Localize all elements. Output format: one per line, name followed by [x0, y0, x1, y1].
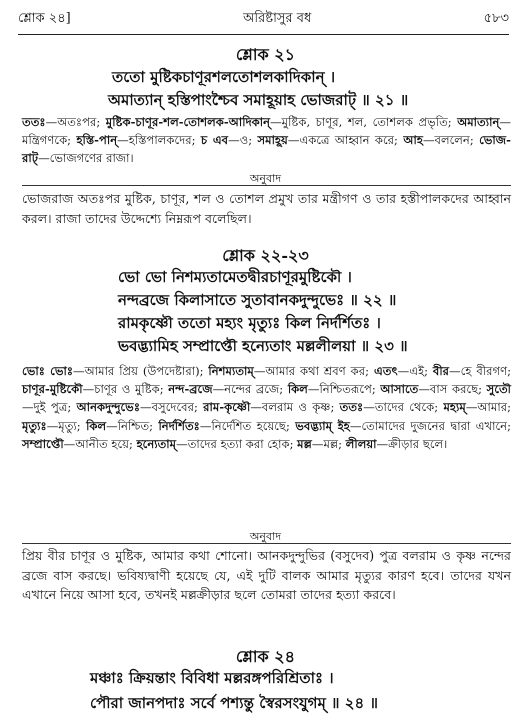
synonym-word: চাণূর-মুষ্টিকৌ: [22, 382, 83, 397]
verse-21-line-1: ততো মুষ্টিকচাণূরশলতোশলকাদিকান্ ।: [112, 68, 336, 86]
synonym-word: সমাহূয়: [257, 133, 288, 148]
verse-24-line-1: মঞ্চাঃ ক্রিয়ন্তাং বিবিধা মল্লরঙ্গপরিশ্রিতাঃ ।: [90, 669, 334, 687]
synonym-word: সুতৌ: [486, 382, 511, 397]
synonym-word: সম্প্রাপ্তৌ: [22, 436, 64, 451]
synonym-meaning: —মল্ল;: [311, 436, 346, 451]
synonym-meaning: —অতঃপর;: [45, 115, 106, 129]
header-chapter-title: অরিষ্টাসুর বধ: [243, 10, 312, 26]
synonym-word: লীলয়া: [345, 436, 377, 451]
synonym-word: ততঃ: [339, 400, 364, 415]
synonym-meaning: —মন্ত্রিগণকে;: [22, 115, 511, 148]
synonym-meaning: —হে বীরগণ;: [449, 364, 511, 378]
synonym-meaning: —বললেন;: [422, 133, 480, 148]
synonym-meaning: —চাণূর ও মুষ্টিক;: [82, 382, 169, 397]
verse-22-23-anubad-label: অনুবাদ: [249, 530, 282, 543]
synonym-meaning: —এই;: [397, 364, 433, 378]
synonym-word: বীর: [432, 364, 450, 378]
verse-22-23-line-1: ভো ভো নিশম্যতামেতদ্বীরচাণূরমুষ্টিকৌ ।: [118, 268, 352, 286]
synonym-meaning: —বাস করছে;: [418, 382, 487, 397]
synonym-word: আসাতে: [380, 382, 419, 397]
synonym-meaning: —একত্রে আহ্বান করে;: [287, 133, 404, 148]
header-rule: [18, 34, 509, 35]
synonym-meaning: —দুই পুত্র;: [22, 400, 77, 415]
synonym-meaning: —তাদের থেকে;: [363, 400, 444, 415]
synonym-word: ভোঃ ভোঃ: [22, 364, 74, 378]
synonym-word: মৃত্যুঃ: [22, 418, 47, 433]
header-verse-ref: শ্লোক ২৪]: [18, 10, 71, 26]
verse-22-23-translation: প্রিয় বীর চাণূর ও মুষ্টিক, আমার কথা শোনো। আনকদুন্দুভির (বসুদেব) পুত্র বলরাম ও কৃষ্ণ নন্দের ব্রজে বাস করছে। ভবিষ্যদ্বাণী হয়েছে যে, এই দুটি বালক আমার মৃত্যুর কারণ হবে। তাদের যখন এখানে নিয়ে আসা হবে, তখনই মল্লক্রীড়ার ছলে তোমরা তাদের হত্যা করবে।: [22, 548, 511, 602]
synonym-meaning: —নির্দেশিত হয়েছে;: [199, 418, 296, 433]
synonym-meaning: —ও;: [228, 133, 258, 148]
synonym-meaning: —ক্রীড়ার ছলে।: [376, 436, 448, 451]
synonym-meaning: —নিশ্চিতরূপে;: [307, 382, 381, 397]
verse-22-23-line-3: রামকৃষ্ণৌ ততো মহ্যং মৃত্যুঃ কিল নির্দর্শিতঃ ।: [118, 314, 381, 332]
synonym-word: নির্দর্শিতঃ: [158, 418, 200, 433]
verse-24-line-2: পৌরা জানপদাঃ সর্বে পশ্যন্তু স্বৈরসংযুগম্ ॥ ২৪ ॥: [90, 694, 378, 712]
synonym-meaning: —ভোজগণের রাজা।: [38, 151, 134, 166]
verse-22-23-synonyms: [22, 362, 511, 453]
synonym-word: মুষ্টিক-চাণূর-শল-তোশলক-আদিকান্: [105, 115, 271, 129]
synonym-word: হস্তি-পান্: [76, 133, 118, 148]
synonym-meaning: —আমার প্রিয় (উপদেষ্টারা);: [73, 364, 209, 378]
synonym-word: ততঃ: [22, 115, 46, 129]
verse-21-line-2: অমাত্যান্ হস্তিপাংশ্চৈব সমাহূয়াহ ভোজরাট্ ॥ ২১ ॥: [108, 91, 409, 109]
synonym-word: নন্দ-ব্রজে: [168, 382, 213, 397]
synonym-word: এতৎ: [373, 364, 398, 378]
synonym-word: ভোজ-রাট্: [22, 133, 511, 166]
verse-21-synonyms: [22, 113, 511, 168]
synonym-meaning: —তোমাদের দুজনের দ্বারা এখানে;: [349, 418, 511, 433]
synonym-meaning: —আমার কথা শ্রবণ কর;: [253, 364, 374, 378]
synonym-meaning: —তাদের হত্যা করা হোক;: [176, 436, 298, 451]
synonym-word: আনকদুন্দুভেঃ: [76, 400, 141, 415]
synonym-meaning: —আমার;: [465, 400, 512, 415]
synonym-word: চ এব: [200, 133, 229, 148]
verse-22-23-divider: [22, 543, 511, 544]
synonym-meaning: —মুষ্টিক, চাণূর, শল, তোশলক প্রভৃতি;: [270, 115, 458, 129]
synonym-meaning: —বলরাম ও কৃষ্ণ;: [250, 400, 340, 415]
synonym-word: আহ: [403, 133, 423, 148]
synonym-word: কিল: [86, 418, 107, 433]
verse-21-anubad-label: অনুবাদ: [249, 172, 282, 185]
verse-22-23-line-4: ভবদ্ভ্যামিহ সম্প্রাপ্তৌ হন্যেতাং মল্ললীলয়া ॥ ২৩ ॥: [118, 337, 408, 355]
synonym-word: অমাত্যান্: [457, 115, 500, 129]
running-header: [18, 8, 509, 30]
synonym-meaning: —মৃত্যু;: [46, 418, 87, 433]
synonym-word: নিশম্যতাম্: [208, 364, 254, 378]
synonym-word: মহ্যম্: [443, 400, 466, 415]
synonym-word: কিল: [287, 382, 308, 397]
synonym-word: ভবদ্ভ্যাম্ ইহ: [295, 418, 350, 433]
synonym-meaning: —নন্দের ব্রজে;: [212, 382, 288, 397]
synonym-word: মল্ল: [297, 436, 312, 451]
header-page-number: ৫৮৩: [483, 10, 509, 26]
synonym-meaning: —হস্তিপালকদের;: [117, 133, 201, 148]
synonym-meaning: —নিশ্চিত;: [106, 418, 159, 433]
synonym-meaning: —বসুদেবের;: [140, 400, 204, 415]
verse-21-translation: ভোজরাজ অতঃপর মুষ্টিক, চাণূর, শল ও তোশল প্রমুখ তার মন্ত্রীগণ ও তার হস্তীপালকদের আহ্বান করল। রাজা তাদের উদ্দেশ্যে নিম্নরূপ বলেছিল।: [22, 191, 511, 226]
verse-22-23-title: শ্লোক ২২-২৩: [222, 246, 309, 265]
synonym-meaning: —আনীত হয়ে;: [63, 436, 137, 451]
synonym-word: হন্যেতাম্: [136, 436, 177, 451]
verse-21-divider: [22, 185, 511, 186]
verse-22-23-line-2: নন্দব্রজে কিলাসাতে সুতাবানকদুন্দুভেঃ ॥ ২২ ॥: [118, 291, 397, 309]
verse-24-title: শ্লোক ২৪: [235, 647, 296, 666]
verse-21-title: শ্লোক ২১: [235, 45, 296, 64]
synonym-word: রাম-কৃষ্ণৌ: [203, 400, 251, 415]
